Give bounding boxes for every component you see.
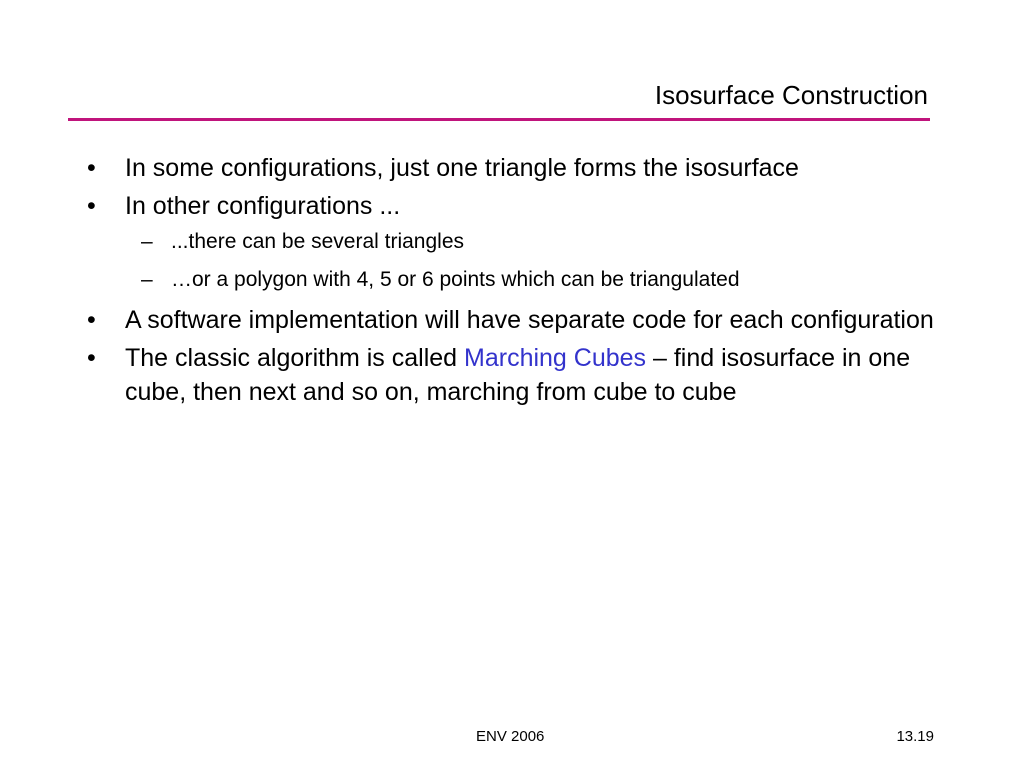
bullet-text	[125, 341, 954, 409]
footer-page-number: 13.19	[896, 728, 934, 745]
bullet-item	[84, 341, 954, 409]
bullet-text: In other configurations ...	[125, 192, 401, 220]
slide-content	[84, 151, 954, 413]
sub-bullet-text: ...there can be several triangles	[171, 230, 464, 253]
dash-icon: –	[141, 230, 153, 253]
bullet-icon: •	[87, 344, 96, 372]
sub-bullet-item	[141, 265, 954, 295]
title-underline	[68, 118, 930, 121]
bullet-text: A software implementation will have separate code for each configuration	[125, 306, 934, 334]
bullet-text-before: The classic algorithm is called	[125, 344, 465, 372]
bullet-icon: •	[87, 306, 96, 334]
footer-course: ENV 2006	[476, 728, 545, 745]
marching-cubes-link[interactable]: Marching Cubes	[464, 344, 647, 372]
bullet-item	[84, 189, 954, 223]
bullet-item	[84, 303, 954, 337]
sub-bullet-item	[141, 227, 954, 257]
bullet-icon: •	[87, 192, 96, 220]
bullet-icon: •	[87, 154, 96, 182]
bullet-text: In some configurations, just one triangle forms the isosurface	[125, 154, 799, 182]
bullet-text-after: – find isosurface in one cube, then next and so on, marching from cube to cube	[125, 344, 911, 406]
sub-bullet-text: …or a polygon with 4, 5 or 6 points which can be triangulated	[171, 268, 740, 291]
dash-icon: –	[141, 268, 153, 291]
slide-title: Isosurface Construction	[654, 80, 928, 110]
bullet-item	[84, 151, 954, 185]
